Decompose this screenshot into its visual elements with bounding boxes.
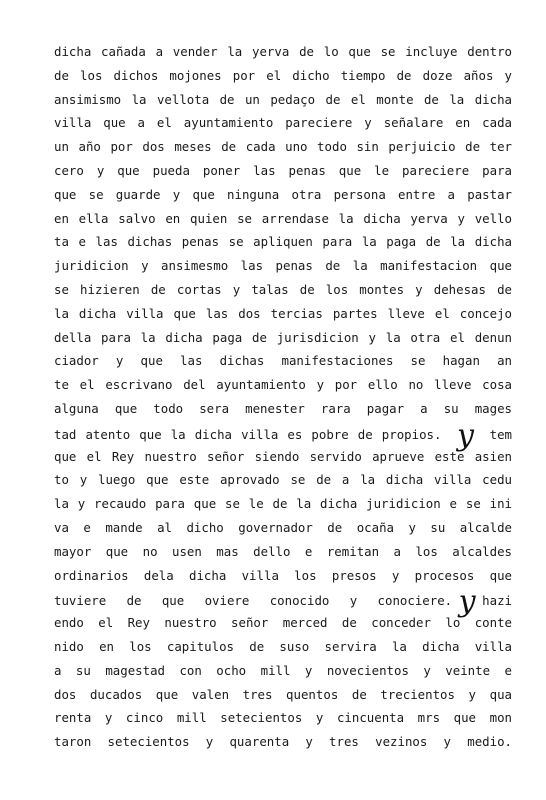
text-line: juridicion y ansimesmo las penas de la manifestacion que: [54, 258, 512, 274]
text-line: endo el Rey nuestro señor merced de conceder lo conte: [54, 615, 512, 631]
text-line: en ella salvo en quien se arrendase la dicha yerva y vello: [54, 210, 512, 226]
text-line: ciador y que las dichas manifestaciones se hagan an: [54, 353, 512, 369]
text-line: renta y cinco mill setecientos y cincuenta mrs que mon: [54, 710, 512, 726]
text-segment: tuviere de que oviere conocido y conociere.: [54, 593, 453, 609]
text-line: ordinarios dela dicha villa los presos y procesos que: [54, 567, 512, 583]
text-line: dos ducados que valen tres quentos de trecientos y qua: [54, 686, 512, 702]
text-line: nido en los capitulos de suso servira la dicha villa: [54, 638, 512, 654]
text-segment: hazi: [482, 593, 512, 609]
transcription-text: [54, 40, 512, 754]
text-line: dicha cañada a vender la yerva de lo que se incluye dentro: [54, 44, 512, 59]
text-line: della para la dicha paga de jurisdicion y la otra el denun: [54, 329, 512, 345]
text-line: mayor que no usen mas dello e remitan a los alcaldes: [54, 543, 512, 559]
text-line: te el escrivano del ayuntamiento y por ello no lleve cosa: [54, 377, 512, 393]
paragraph-mark: y: [458, 584, 476, 620]
text-line: se hizieren de cortas y talas de los montes y dehesas de: [54, 281, 512, 297]
text-line: to y luego que este aprovado se de a la dicha villa cedu: [54, 472, 512, 488]
text-line: villa que a el ayuntamiento pareciere y señalare en cada: [54, 115, 512, 131]
text-line: un año por dos meses de cada uno todo sin perjuicio de ter: [54, 139, 512, 155]
text-line: la y recaudo para que se le de la dicha juridicion e se ini: [54, 496, 512, 512]
text-line: cero y que pueda poner las penas que le pareciere para: [54, 162, 512, 178]
text-line: taron setecientos y quarenta y tres vezinos y medio.: [54, 734, 512, 750]
paragraph-mark: y: [457, 417, 474, 453]
text-line-with-mark: [54, 417, 512, 453]
text-segment: tad atento que la dicha villa es pobre de propios.: [54, 426, 442, 442]
text-line: que el Rey nuestro señor siendo servido aprueve este asien: [54, 448, 512, 464]
text-line: alguna que todo sera menester rara pagar a su mages: [54, 400, 512, 416]
text-line: ansimismo la vellota de un pedaço de el monte de la dicha: [54, 91, 512, 107]
text-line: de los dichos mojones por el dicho tiempo de doze años y: [54, 67, 512, 83]
text-line: a su magestad con ocho mill y novecientos y veinte e: [54, 662, 512, 678]
text-line-with-mark: [54, 584, 512, 620]
text-segment: tem: [489, 426, 512, 442]
text-line: que se guarde y que ninguna otra persona entre a pastar: [54, 186, 512, 202]
text-line: va e mande al dicho governador de ocaña y su alcalde: [54, 519, 512, 535]
text-line: ta e las dichas penas se apliquen para la paga de la dicha: [54, 234, 512, 250]
text-line: la dicha villa que las dos tercias partes lleve el concejo: [54, 305, 512, 321]
